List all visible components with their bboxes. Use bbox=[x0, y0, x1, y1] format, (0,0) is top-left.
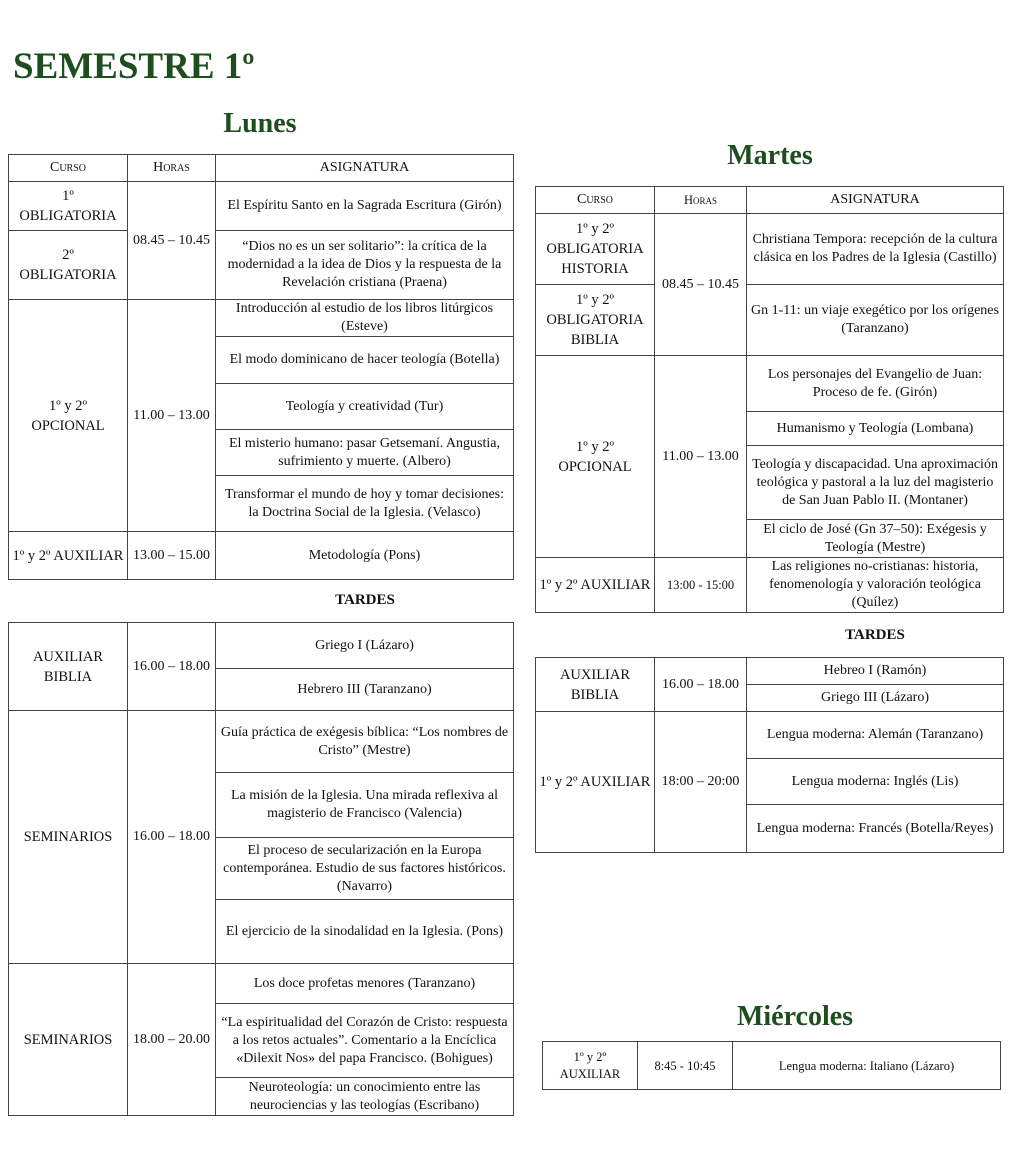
curso-cell: 1º y 2º OPCIONAL bbox=[9, 300, 128, 532]
asignatura-cell: Humanismo y Teología (Lombana) bbox=[747, 412, 1004, 446]
asignatura-cell: Gn 1-11: un viaje exegético por los orígenes (Taranzano) bbox=[747, 285, 1004, 356]
lunes-title: Lunes bbox=[223, 108, 297, 139]
asignatura-cell: Lengua moderna: Inglés (Lis) bbox=[747, 759, 1004, 805]
lunes-morning-table bbox=[8, 154, 514, 580]
curso-cell: 1º y 2º AUXILIAR bbox=[543, 1042, 638, 1090]
header-asignatura: ASIGNATURA bbox=[216, 155, 514, 182]
asignatura-cell: Griego I (Lázaro) bbox=[216, 623, 514, 669]
curso-cell: 1º y 2º OBLIGATORIA HISTORIA bbox=[536, 214, 655, 285]
asignatura-cell: “La espiritualidad del Corazón de Cristo: respuesta a los retos actuales”. Comentario a la Encíclica «Dilexit Nos» del papa Francisco. (Bohigues) bbox=[216, 1004, 514, 1078]
table-row bbox=[9, 300, 514, 337]
horas-cell: 13.00 – 15.00 bbox=[128, 532, 216, 580]
table-row bbox=[9, 623, 514, 669]
table-row bbox=[9, 532, 514, 580]
horas-cell: 16.00 – 18.00 bbox=[128, 623, 216, 711]
lunes-tardes-label: TARDES bbox=[335, 592, 395, 608]
horas-cell: 11.00 – 13.00 bbox=[655, 356, 747, 558]
curso-cell: 1º y 2º AUXILIAR bbox=[9, 532, 128, 580]
horas-cell: 08.45 – 10.45 bbox=[655, 214, 747, 356]
header-curso: Curso bbox=[536, 187, 655, 214]
asignatura-cell: Lengua moderna: Italiano (Lázaro) bbox=[733, 1042, 1001, 1090]
asignatura-cell: La misión de la Iglesia. Una mirada reflexiva al magisterio de Francisco (Valencia) bbox=[216, 773, 514, 838]
curso-cell: 2º OBLIGATORIA bbox=[9, 231, 128, 300]
asignatura-cell: Introducción al estudio de los libros litúrgicos (Esteve) bbox=[216, 300, 514, 337]
header-horas: Horas bbox=[128, 155, 216, 182]
horas-cell: 11.00 – 13.00 bbox=[128, 300, 216, 532]
asignatura-cell: El modo dominicano de hacer teología (Botella) bbox=[216, 337, 514, 384]
asignatura-cell: Las religiones no-cristianas: historia, fenomenología y valoración teológica (Quílez) bbox=[747, 558, 1004, 613]
asignatura-cell: Hebreo I (Ramón) bbox=[747, 658, 1004, 685]
asignatura-cell: Transformar el mundo de hoy y tomar decisiones: la Doctrina Social de la Iglesia. (Velasco) bbox=[216, 476, 514, 532]
asignatura-cell: Hebrero III (Taranzano) bbox=[216, 669, 514, 711]
table-row bbox=[536, 712, 1004, 759]
curso-cell: 1º y 2º OBLIGATORIA BIBLIA bbox=[536, 285, 655, 356]
martes-title: Martes bbox=[727, 140, 813, 171]
martes-morning-table bbox=[535, 186, 1004, 613]
horas-cell: 8:45 - 10:45 bbox=[638, 1042, 733, 1090]
martes-tardes-label: TARDES bbox=[845, 627, 905, 643]
header-asignatura: ASIGNATURA bbox=[747, 187, 1004, 214]
asignatura-cell: Griego III (Lázaro) bbox=[747, 685, 1004, 712]
horas-cell: 18.00 – 20.00 bbox=[128, 964, 216, 1116]
table-row bbox=[536, 658, 1004, 685]
asignatura-cell: Neuroteología: un conocimiento entre las neurociencias y las teologías (Escribano) bbox=[216, 1078, 514, 1116]
header-curso: Curso bbox=[9, 155, 128, 182]
asignatura-cell: Christiana Tempora: recepción de la cultura clásica en los Padres de la Iglesia (Castillo) bbox=[747, 214, 1004, 285]
miercoles-table bbox=[542, 1041, 1001, 1090]
table-row bbox=[536, 356, 1004, 412]
table-row bbox=[9, 182, 514, 231]
asignatura-cell: Metodología (Pons) bbox=[216, 532, 514, 580]
asignatura-cell: Lengua moderna: Francés (Botella/Reyes) bbox=[747, 805, 1004, 853]
asignatura-cell: Los doce profetas menores (Taranzano) bbox=[216, 964, 514, 1004]
asignatura-cell: Los personajes del Evangelio de Juan: Proceso de fe. (Girón) bbox=[747, 356, 1004, 412]
asignatura-cell: Guía práctica de exégesis bíblica: “Los nombres de Cristo” (Mestre) bbox=[216, 711, 514, 773]
horas-cell: 08.45 – 10.45 bbox=[128, 182, 216, 300]
semester-title: SEMESTRE 1º bbox=[13, 46, 255, 87]
horas-cell: 18:00 – 20:00 bbox=[655, 712, 747, 853]
table-row bbox=[9, 231, 514, 300]
table-row bbox=[543, 1042, 1001, 1090]
miercoles-title: Miércoles bbox=[736, 1001, 854, 1032]
asignatura-cell: Teología y creatividad (Tur) bbox=[216, 384, 514, 430]
curso-cell: AUXILIAR BIBLIA bbox=[536, 658, 655, 712]
table-row bbox=[9, 964, 514, 1004]
curso-cell: AUXILIAR BIBLIA bbox=[9, 623, 128, 711]
asignatura-cell: El proceso de secularización en la Europa contemporánea. Estudio de sus factores históricos. (Navarro) bbox=[216, 838, 514, 900]
table-header-row bbox=[9, 155, 514, 182]
header-horas: Horas bbox=[655, 187, 747, 214]
curso-cell: 1º y 2º OPCIONAL bbox=[536, 356, 655, 558]
curso-cell: 1º y 2º AUXILIAR bbox=[536, 712, 655, 853]
asignatura-cell: El misterio humano: pasar Getsemaní. Angustia, sufrimiento y muerte. (Albero) bbox=[216, 430, 514, 476]
asignatura-cell: El ciclo de José (Gn 37–50): Exégesis y Teología (Mestre) bbox=[747, 520, 1004, 558]
curso-cell: 1º OBLIGATORIA bbox=[9, 182, 128, 231]
asignatura-cell: Teología y discapacidad. Una aproximación teológica y pastoral a la luz del magisterio de San Juan Pablo II. (Montaner) bbox=[747, 446, 1004, 520]
table-row bbox=[536, 285, 1004, 356]
horas-cell: 16.00 – 18.00 bbox=[655, 658, 747, 712]
curso-cell: SEMINARIOS bbox=[9, 964, 128, 1116]
asignatura-cell: Lengua moderna: Alemán (Taranzano) bbox=[747, 712, 1004, 759]
curso-cell: 1º y 2º AUXILIAR bbox=[536, 558, 655, 613]
table-row bbox=[536, 214, 1004, 285]
asignatura-cell: “Dios no es un ser solitario”: la crítica de la modernidad a la idea de Dios y la respuesta de la Revelación cristiana (Praena) bbox=[216, 231, 514, 300]
table-row bbox=[9, 711, 514, 773]
asignatura-cell: El Espíritu Santo en la Sagrada Escritura (Girón) bbox=[216, 182, 514, 231]
asignatura-cell: El ejercicio de la sinodalidad en la Iglesia. (Pons) bbox=[216, 900, 514, 964]
martes-afternoon-table bbox=[535, 657, 1004, 853]
curso-cell: SEMINARIOS bbox=[9, 711, 128, 964]
lunes-afternoon-table bbox=[8, 622, 514, 1116]
table-header-row bbox=[536, 187, 1004, 214]
horas-cell: 16.00 – 18.00 bbox=[128, 711, 216, 964]
table-row bbox=[536, 558, 1004, 613]
horas-cell: 13:00 - 15:00 bbox=[655, 558, 747, 613]
